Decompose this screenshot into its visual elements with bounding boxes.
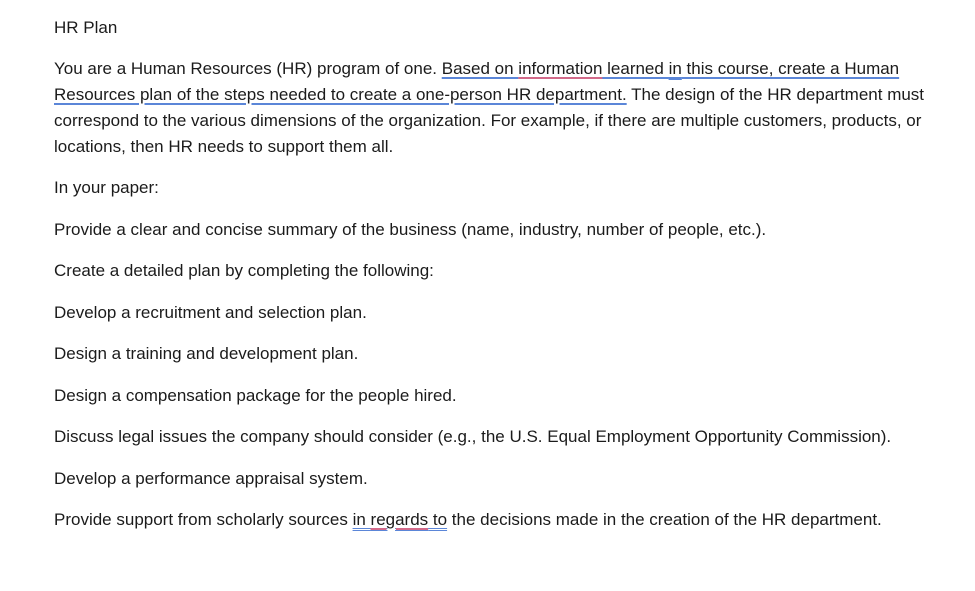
- appraisal-item: Develop a performance appraisal system.: [54, 468, 368, 488]
- intro-paragraph: [54, 56, 934, 160]
- compensation-item: Design a compensation package for the people hired.: [54, 385, 457, 405]
- document-body[interactable]: [54, 15, 934, 533]
- support-item: [54, 507, 934, 533]
- legal-item: Discuss legal issues the company should consider (e.g., the U.S. Equal Employment Opportunity Commission).: [54, 427, 892, 446]
- recruitment-item: Develop a recruitment and selection plan.: [54, 302, 367, 322]
- support-text-start: Provide support from scholarly sources: [54, 510, 353, 529]
- grammar-suggestion-regards[interactable]: [353, 510, 448, 529]
- grammar-text: Based on: [441, 59, 519, 78]
- intro-text-end: The design of the HR department must correspond to the various dimensions of the organization. For example, if there are multiple customers, products, or locations, then HR needs to support them all.: [54, 85, 925, 156]
- grammar-text: this course, create a Human Resources plan of the steps needed to create a one-person HR department.: [54, 59, 900, 104]
- spelling-suggestion[interactable]: information: [518, 59, 603, 78]
- summary-item: Provide a clear and concise summary of the business (name, industry, number of people, etc.).: [54, 219, 767, 239]
- grammar-text: learned: [602, 59, 669, 78]
- plan-intro: Create a detailed plan by completing the following:: [54, 261, 434, 280]
- intro-text-start: You are a Human Resources (HR) program of one.: [54, 59, 442, 78]
- support-text-end: the decisions made in the creation of the HR department.: [447, 510, 882, 529]
- grammar-text: in: [352, 510, 371, 529]
- grammar-suggestion-in[interactable]: in: [668, 59, 682, 78]
- document-title: HR Plan: [54, 18, 118, 37]
- grammar-text: to: [428, 510, 448, 529]
- spelling-suggestion-regards[interactable]: regards: [370, 510, 429, 529]
- in-your-paper: In your paper:: [54, 178, 159, 197]
- training-item: Design a training and development plan.: [54, 344, 359, 363]
